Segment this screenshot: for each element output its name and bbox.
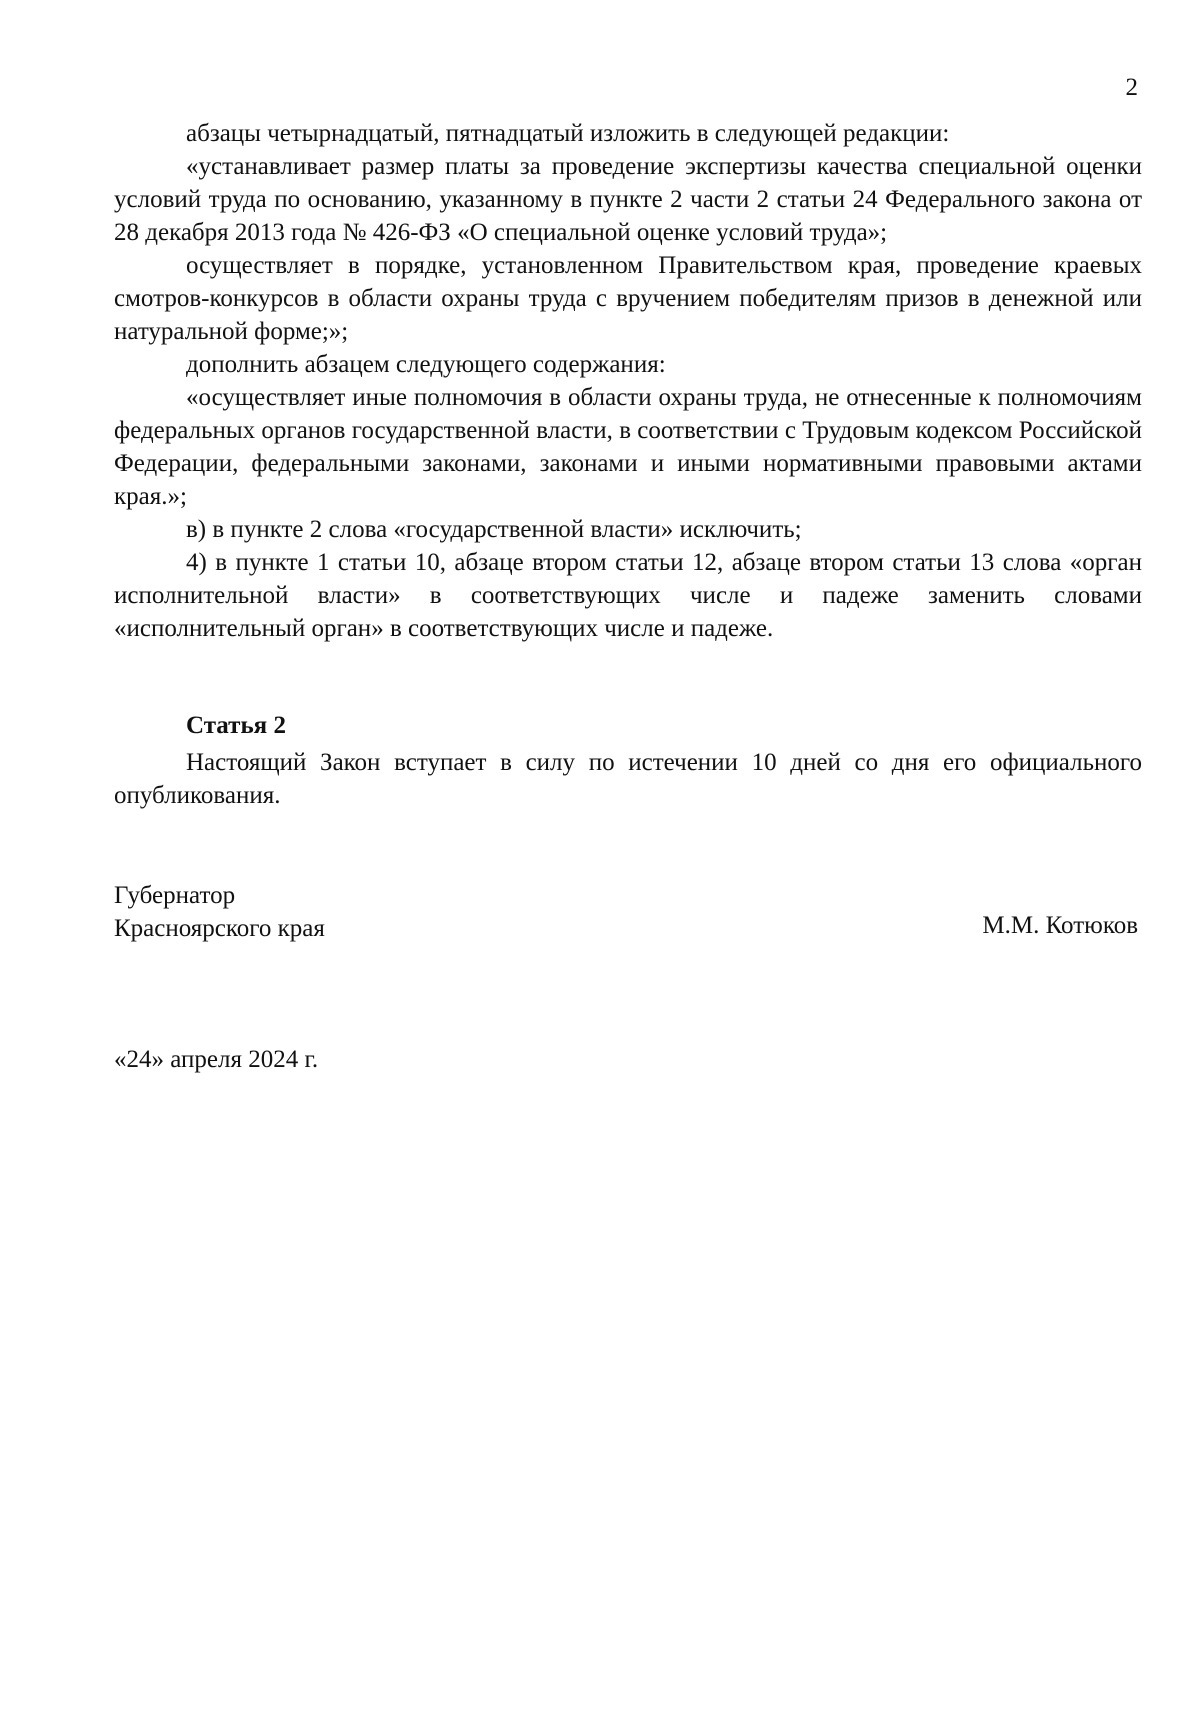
paragraph-amend-intro: абзацы четырнадцатый, пятнадцатый изложить в следующей редакции:	[186, 120, 950, 147]
signatory-title	[114, 879, 325, 945]
paragraph-expertise-fee: «устанавливает размер платы за проведение экспертизы качества специальной оценки условий труда по основанию, указанному в пункте 2 части 2 статьи 24 Федерального закона от 28 декабря 2013 года № 426-ФЗ «О специальной оценке условий труда»;	[114, 153, 1142, 246]
document-date: «24» апреля 2024 г.	[114, 1046, 319, 1073]
signatory-title-line-2: Красноярского края	[114, 915, 325, 942]
signatory-title-line-1: Губернатор	[114, 882, 236, 909]
article-2-text: Настоящий Закон вступает в силу по истечении 10 дней со дня его официального опубликования.	[114, 749, 1142, 809]
law-body	[114, 117, 1142, 645]
paragraph-contests: осуществляет в порядке, установленном Правительством края, проведение краевых смотров-конкурсов в области охраны труда с вручением победителям призов в денежной или натуральной форме;»;	[114, 252, 1142, 345]
paragraph-add-intro: дополнить абзацем следующего содержания:	[186, 351, 666, 378]
paragraph-exclude-words: в) в пункте 2 слова «государственной власти» исключить;	[186, 516, 802, 543]
paragraph-replace-words: 4) в пункте 1 статьи 10, абзаце втором статьи 12, абзаце втором статьи 13 слова «орган исполнительной власти» в соответствующих числе и падеже заменить словами «исполнительный орган» в соответствующих числе и падеже.	[114, 549, 1142, 642]
paragraph-other-powers: «осуществляет иные полномочия в области охраны труда, не отнесенные к полномочиям федеральных органов государственной власти, в соответствии с Трудовым кодексом Российской Федерации, федеральными законами, законами и иными нормативными правовыми актами края.»;	[114, 384, 1142, 510]
article-2-heading: Статья 2	[186, 712, 286, 739]
signatory-name: М.М. Котюков	[982, 912, 1138, 939]
page-number: 2	[1125, 74, 1138, 101]
article-2-body	[114, 746, 1142, 812]
